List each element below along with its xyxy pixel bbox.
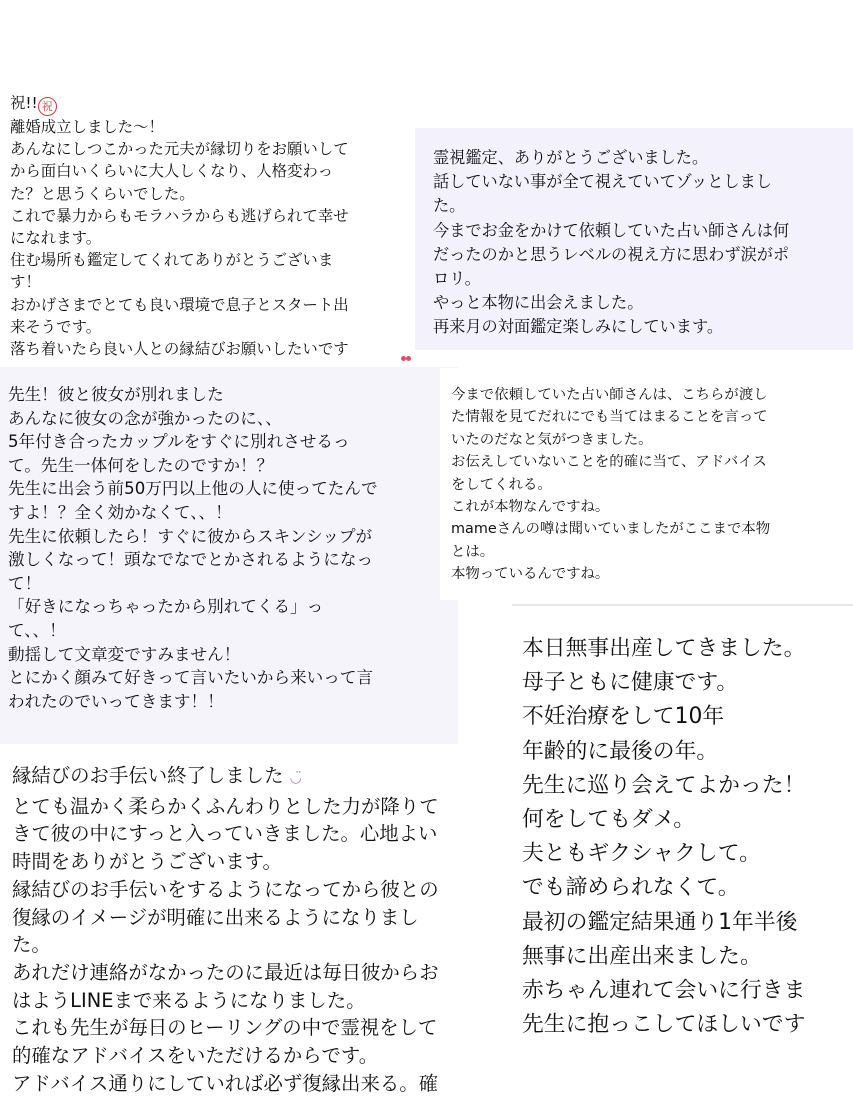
testimonial-line: 母子ともに健康です。 bbox=[522, 670, 739, 696]
testimonial-line: て！ bbox=[8, 573, 42, 593]
testimonial-card-childbirth bbox=[512, 604, 853, 1080]
testimonial-line: をしてくれる。 bbox=[451, 476, 552, 493]
testimonial-line: でも諦められなくて。 bbox=[522, 875, 740, 901]
testimonial-line: 先生！彼と彼女が別れました bbox=[8, 385, 224, 404]
testimonial-card-spirit-reading bbox=[415, 128, 853, 350]
testimonial-line: 本物っているんですね。 bbox=[451, 566, 610, 583]
testimonial-line: 霊視鑑定、ありがとうございました。 bbox=[433, 148, 709, 167]
testimonial-line: 今までお金をかけて依頼していた占い師さんは何 bbox=[433, 220, 790, 240]
testimonial-line: 「好きになっちゃったから別れてくる」っ bbox=[8, 597, 324, 617]
testimonial-line: 時間をありがとうございます。 bbox=[12, 850, 282, 874]
testimonial-line: とても温かく柔らかくふんわりとした力が降りて bbox=[12, 794, 439, 818]
testimonial-line: 先生に出会う前50万円以上他の人に使ってたんで bbox=[8, 479, 378, 499]
testimonial-line: になれます。 bbox=[10, 229, 102, 248]
testimonial-line: おかげさまでとても良い環境で息子とスタート出 bbox=[10, 295, 349, 314]
testimonial-line: 最初の鑑定結果通り1年半後 bbox=[522, 909, 798, 935]
testimonial-line: 先生に依頼したら！すぐに彼からスキンシップが bbox=[8, 526, 373, 546]
celebration-mark-icon: 祝 bbox=[38, 97, 57, 116]
testimonial-line: 落ち着いたら良い人との縁結びお願いしたいです bbox=[10, 340, 349, 359]
testimonial-line: あんなに彼女の念が強かったのに、、 bbox=[8, 408, 282, 428]
testimonial-card-matchmaking bbox=[0, 750, 513, 1095]
testimonial-line: て。先生一体何をしたのですか！？ bbox=[8, 455, 274, 475]
testimonial-line: これで暴力からもモラハラからも逃げられて幸せ bbox=[10, 206, 349, 225]
testimonial-line: 赤ちゃん連れて会いに行きま bbox=[522, 978, 806, 1004]
testimonial-line: 先生に巡り会えてよかった！ bbox=[522, 772, 806, 798]
testimonial-line: 住む場所も鑑定してくれてありがとうございま bbox=[10, 251, 334, 270]
testimonial-line: われたのでいってきます！！ bbox=[8, 691, 224, 711]
testimonial-line: た。 bbox=[433, 196, 466, 216]
testimonial-line: 復縁のイメージが明確に出来るようになりまし bbox=[12, 905, 419, 929]
testimonial-line: 何をしてもダメ。 bbox=[522, 807, 696, 833]
testimonial-line: から面白いくらいに大人しくなり、人格変わっ bbox=[10, 162, 334, 181]
testimonial-card-breakup bbox=[0, 367, 458, 744]
testimonial-line: 無事に出産出来ました。 bbox=[522, 943, 762, 969]
testimonial-line: 的確なアドバイスをいただけるからです。 bbox=[12, 1044, 379, 1068]
testimonial-line: 来そうです。 bbox=[10, 317, 102, 336]
testimonial-line: きて彼の中にすっと入っていきました。心地よい bbox=[12, 822, 438, 846]
testimonial-line: これも先生が毎日のヒーリングの中で霊視をして bbox=[12, 1016, 438, 1040]
testimonial-line: あれだけ連絡がなかったのに最近は毎日彼からお bbox=[12, 960, 439, 984]
testimonial-line: て、、！ bbox=[8, 620, 66, 640]
testimonial-line: た情報を見てだれにでも当てはまることを言って bbox=[451, 409, 768, 426]
testimonial-line: 夫ともギクシャクして。 bbox=[522, 841, 761, 867]
divider bbox=[512, 604, 853, 606]
testimonial-line: あんなにしつこかった元夫が縁切りをお願いして bbox=[10, 140, 349, 159]
testimonial-line: はようLINEまで来るようになりました。 bbox=[12, 988, 366, 1012]
testimonial-line: 祝!! bbox=[10, 94, 38, 112]
testimonial-line: ロリ。 bbox=[433, 269, 481, 289]
testimonial-line: だったのかと思うレベルの視え方に思わず涙がポ bbox=[433, 244, 790, 264]
testimonial-line: アドバイス通りにしていれば必ず復縁出来る。確 bbox=[12, 1071, 439, 1095]
testimonial-line: 年齢的に最後の年。 bbox=[522, 738, 719, 764]
testimonial-line: とにかく顔みて好きって言いたいから来いって言 bbox=[8, 668, 374, 688]
testimonial-line: 5年付き合ったカップルをすぐに別れさせるっ bbox=[8, 432, 350, 452]
testimonial-line: これが本物なんですね。 bbox=[451, 499, 610, 516]
testimonial-line: た。 bbox=[12, 933, 51, 957]
testimonial-line: すよ！？全く効かなくて、、！ bbox=[8, 502, 232, 522]
smiling-face-icon: ◡̈ bbox=[289, 770, 302, 786]
testimonial-line: お伝えしていないことを的確に当て、アドバイス bbox=[451, 454, 767, 471]
testimonial-line: 先生に抱っこしてほしいです bbox=[522, 1012, 806, 1038]
testimonial-line: 不妊治療をして10年 bbox=[522, 704, 725, 730]
testimonial-line: 離婚成立しました〜！ bbox=[10, 118, 164, 136]
testimonial-card-genuine bbox=[440, 368, 853, 600]
hearts-icon bbox=[401, 356, 413, 364]
testimonial-line: 動揺して文章変ですみません！ bbox=[8, 644, 241, 664]
testimonial-line: 縁結びのお手伝いをするようになってから彼との bbox=[12, 877, 439, 901]
testimonial-card-divorce bbox=[0, 80, 418, 363]
testimonial-line: 激しくなって！頭なでなでとかされるようになっ bbox=[8, 550, 374, 570]
testimonial-line: 再来月の対面鑑定楽しみにしています。 bbox=[433, 317, 724, 337]
testimonial-line: mameさんの噂は聞いていましたがここまで本物 bbox=[451, 521, 771, 538]
testimonial-line: やっと本物に出会えました。 bbox=[433, 293, 644, 313]
testimonial-line: いたのだなと気がつきました。 bbox=[451, 431, 653, 448]
testimonial-line: とは。 bbox=[451, 543, 495, 560]
testimonial-line: た？と思うくらいでした。 bbox=[10, 184, 195, 203]
testimonial-line: 話していない事が全て視えていてゾッとしまし bbox=[433, 172, 772, 192]
testimonial-line: 本日無事出産してきました。 bbox=[522, 636, 806, 661]
testimonial-line: 今まで依頼していた占い師さんは、こちらが渡し bbox=[451, 387, 768, 403]
testimonial-line: 縁結びのお手伝い終了しました bbox=[12, 764, 284, 787]
testimonial-line: す！ bbox=[10, 273, 41, 292]
